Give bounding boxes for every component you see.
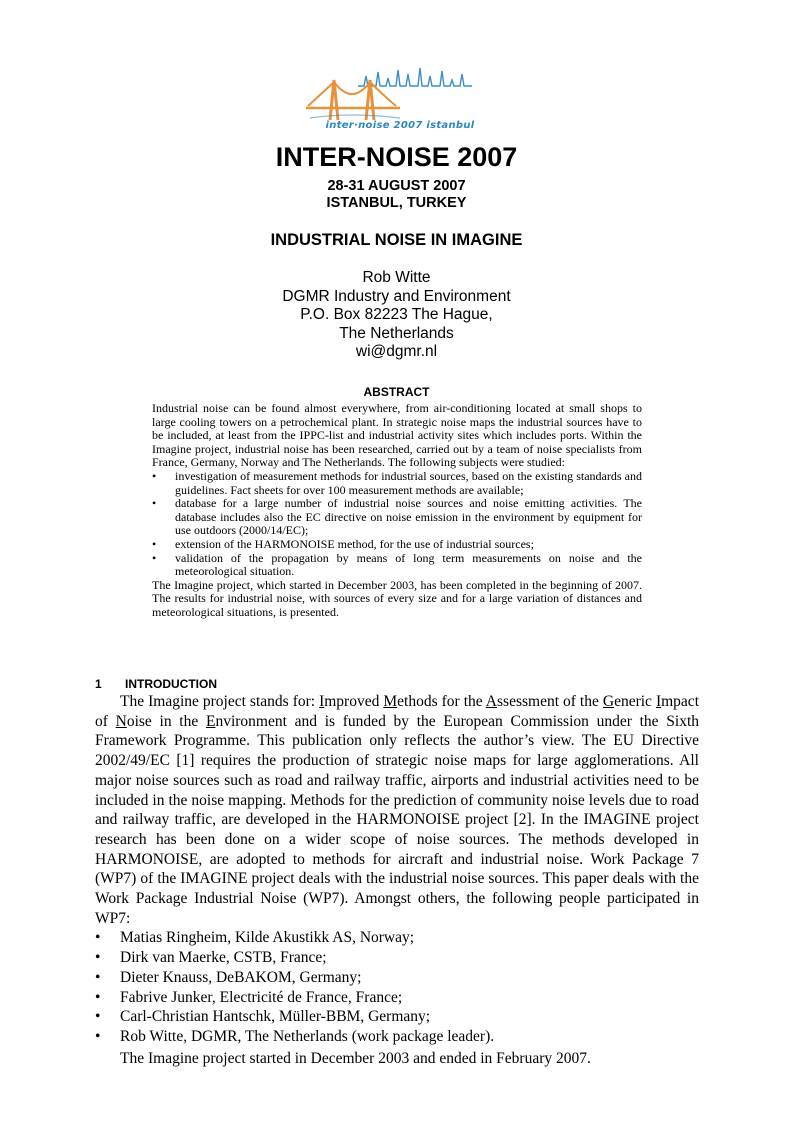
author-country: The Netherlands [339, 324, 454, 342]
author-email: wi@dgmr.nl [355, 343, 438, 360]
bullet-icon: • [95, 1027, 101, 1045]
section-heading [95, 677, 217, 691]
abstract-bullet: • investigation of measurement methods for industrial sources, based on the existing standards and guidelines. Fact sheets for over 100 measurement methods are available; [152, 468, 642, 497]
abstract-heading: ABSTRACT [363, 385, 430, 399]
participant-item: • Dirk van Maerke, CSTB, France; [95, 949, 327, 967]
paper-title: INDUSTRIAL NOISE IN IMAGINE [270, 231, 523, 249]
author-name: Rob Witte [362, 269, 431, 286]
conference-title: INTER-NOISE 2007 [275, 142, 518, 172]
bullet-icon: • [152, 536, 157, 551]
abstract-closing: The Imagine project, which started in December 2003, has been completed in the beginning of 2007. The results for industrial noise, with sources of every size and for a large variation of distances and meteorological situations, is presented. [152, 577, 642, 619]
bullet-icon: • [95, 988, 101, 1006]
section-title: INTRODUCTION [125, 677, 217, 691]
abstract-bullet: • extension of the HARMONOISE method, for the use of industrial sources; [152, 536, 534, 551]
bullet-icon: • [95, 968, 101, 986]
introduction-body [95, 692, 699, 1047]
participant-list [95, 928, 699, 1046]
participant-item: • Dieter Knauss, DeBAKOM, Germany; [95, 968, 362, 986]
conference-date: 28-31 AUGUST 2007 [327, 178, 466, 194]
abstract-bullet-list [152, 470, 642, 579]
conference-place: ISTANBUL, TURKEY [326, 195, 467, 211]
participant-item: • Matias Ringheim, Kilde Akustikk AS, Norway; [95, 929, 415, 947]
author-block [0, 269, 793, 362]
abstract-body [152, 402, 642, 620]
abstract-intro: Industrial noise can be found almost everywhere, from air-conditioning located at small shops to large cooling towers on a petrochemical plant. In strategic noise maps the industrial sources have to be included, at least from the IPPC-list and industrial activity sites which includes ports. Within the Imagine project, industrial noise has been researched, carried out by a team of noise specialists from France, Germany, Norway and The Netherlands. The following subjects were studied: [152, 401, 642, 470]
skyline-graphic [358, 68, 472, 86]
bullet-icon: • [95, 1008, 101, 1026]
bullet-icon: • [95, 949, 101, 967]
section-number: 1 [95, 677, 102, 691]
bullet-icon: • [152, 468, 157, 483]
author-affiliation: DGMR Industry and Environment [282, 287, 511, 305]
bullet-icon: • [95, 929, 101, 947]
introduction-paragraph: The Imagine project stands for: Improved Methods for the Assessment of the Generic Impact of Noise in the Environment and is funded by the European Commission under the Sixth Framework Programme. This publication only reflects the author’s view. The EU Directive 2002/49/EC [1] requires the production of strategic noise maps for large agglomerations. All major noise sources such as road and railway traffic, airports and industrial activities need to be included in the noise mapping. Methods for the prediction of community noise levels due to road and railway traffic, are developed in the HARMONOISE project [2]. In the IMAGINE project research has been done on a wider scope of noise sources. The methods developed in HARMONOISE, are adopted to methods for aircraft and industrial noise. Work Package 7 (WP7) of the IMAGINE project deals with the industrial noise sources. This paper deals with the Work Package Industrial Noise (WP7). Amongst others, the following people participated in WP7: [95, 693, 699, 927]
participant-item: • Fabrive Junker, Electricité de France, France; [95, 988, 403, 1006]
abstract-bullet: • database for a large number of industrial noise sources and noise emitting activities. The database includes also the EC directive on noise emission in the environment by equipment for use outdoors (2000/14/EC); [152, 496, 642, 538]
closing-sentence: The Imagine project started in December 2003 and ended in February 2007. [120, 1050, 591, 1067]
bullet-icon: • [152, 496, 157, 511]
participant-item: • Carl-Christian Hantschk, Müller-BBM, Germany; [95, 1008, 431, 1026]
logo-caption: inter·noise 2007 istanbul [325, 120, 475, 131]
participant-item: • Rob Witte, DGMR, The Netherlands (work package leader). [95, 1027, 495, 1045]
abstract-bullet: • validation of the propagation by means of long term measurements on noise and the meteorological situation. [152, 550, 642, 579]
author-address: P.O. Box 82223 The Hague, [300, 306, 493, 323]
bullet-icon: • [152, 550, 157, 565]
